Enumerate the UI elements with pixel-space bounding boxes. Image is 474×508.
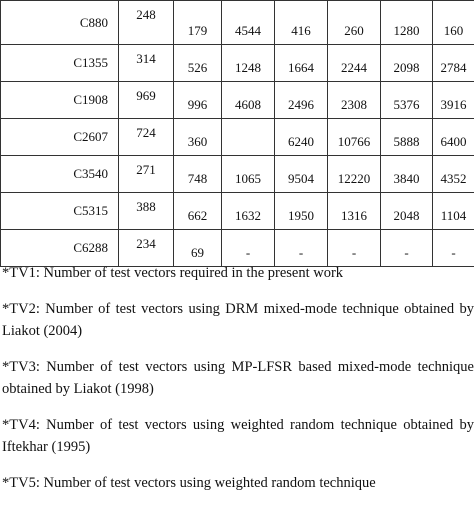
value-cell: 314	[119, 45, 174, 82]
value-cell: 416	[275, 1, 328, 45]
value-cell: 179	[174, 1, 222, 45]
footnote-tv2: *TV2: Number of test vectors using DRM mixed-mode technique obtained by Liakot (2004)	[0, 298, 474, 342]
value-cell: -	[222, 230, 275, 267]
value-cell: 724	[119, 119, 174, 156]
value-cell: -	[275, 230, 328, 267]
circuit-name-cell: C6288	[1, 230, 119, 267]
value-cell: -	[328, 230, 381, 267]
table-row	[1, 82, 474, 119]
value-cell: 3840	[381, 156, 433, 193]
circuit-name-cell: C1355	[1, 45, 119, 82]
value-cell	[222, 119, 275, 156]
value-cell: -	[381, 230, 433, 267]
value-cell: 2784	[433, 45, 474, 82]
value-cell: 234	[119, 230, 174, 267]
value-cell: 3916	[433, 82, 474, 119]
value-cell: 69	[174, 230, 222, 267]
value-cell: 1950	[275, 193, 328, 230]
value-cell: 160	[433, 1, 474, 45]
value-cell: 1664	[275, 45, 328, 82]
value-cell: 10766	[328, 119, 381, 156]
circuit-name-cell: C1908	[1, 82, 119, 119]
value-cell: 4352	[433, 156, 474, 193]
value-cell: 4544	[222, 1, 275, 45]
value-cell: 12220	[328, 156, 381, 193]
table-row	[1, 1, 474, 45]
value-cell: 248	[119, 1, 174, 45]
circuit-name-cell: C2607	[1, 119, 119, 156]
circuit-name-cell: C3540	[1, 156, 119, 193]
value-cell: 2308	[328, 82, 381, 119]
value-cell: 2244	[328, 45, 381, 82]
table-row	[1, 230, 474, 267]
value-cell: 4608	[222, 82, 275, 119]
value-cell: 1280	[381, 1, 433, 45]
value-cell: 271	[119, 156, 174, 193]
value-cell: 526	[174, 45, 222, 82]
value-cell: 969	[119, 82, 174, 119]
value-cell: 6400	[433, 119, 474, 156]
value-cell: 5376	[381, 82, 433, 119]
table-footnotes	[0, 262, 474, 508]
table-body	[1, 1, 474, 267]
footnote-tv5: *TV5: Number of test vectors using weighted random technique	[0, 472, 474, 494]
value-cell: 260	[328, 1, 381, 45]
table-row	[1, 45, 474, 82]
value-cell: 388	[119, 193, 174, 230]
value-cell: 2048	[381, 193, 433, 230]
value-cell: 662	[174, 193, 222, 230]
value-cell: 360	[174, 119, 222, 156]
value-cell: 1248	[222, 45, 275, 82]
value-cell: 2098	[381, 45, 433, 82]
value-cell: -	[433, 230, 474, 267]
value-cell: 9504	[275, 156, 328, 193]
value-cell: 1316	[328, 193, 381, 230]
circuit-name-cell: C880	[1, 1, 119, 45]
value-cell: 1065	[222, 156, 275, 193]
footnote-tv1: *TV1: Number of test vectors required in the present work	[0, 262, 474, 284]
table-row	[1, 119, 474, 156]
table-row	[1, 156, 474, 193]
footnote-tv3: *TV3: Number of test vectors using MP-LFSR based mixed-mode technique obtained by Liakot (1998)	[0, 356, 474, 400]
circuit-name-cell: C5315	[1, 193, 119, 230]
value-cell: 748	[174, 156, 222, 193]
value-cell: 5888	[381, 119, 433, 156]
value-cell: 6240	[275, 119, 328, 156]
value-cell: 996	[174, 82, 222, 119]
table-row	[1, 193, 474, 230]
footnote-tv4: *TV4: Number of test vectors using weighted random technique obtained by Iftekhar (1995)	[0, 414, 474, 458]
value-cell: 1632	[222, 193, 275, 230]
value-cell: 2496	[275, 82, 328, 119]
value-cell: 1104	[433, 193, 474, 230]
